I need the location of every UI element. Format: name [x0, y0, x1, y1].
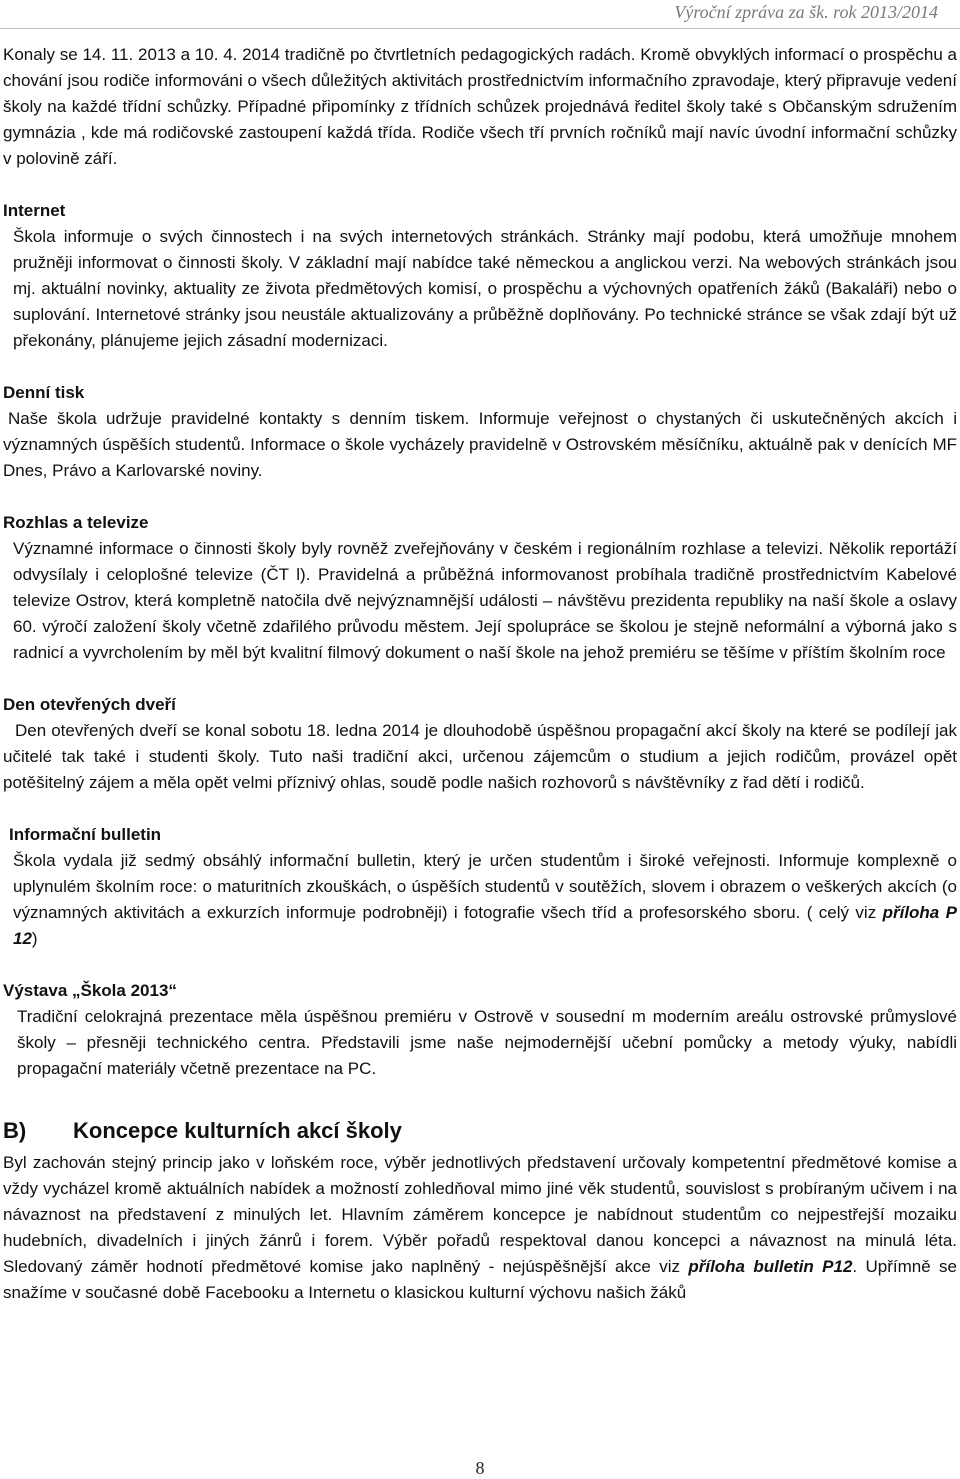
header-divider — [0, 28, 960, 29]
section-heading-open-day: Den otevřených dveří — [3, 695, 176, 714]
section-heading-press: Denní tisk — [3, 383, 85, 402]
section-text-press: Naše škola udržuje pravidelné kontakty s denním tiskem. Informuje veřejnost o chystaných či uskutečněných akcích i významných úspěších studentů. Informace o škole vycházely pravidelně v Ostrovském měsíčníku, aktuálně pak v denících MF Dnes, Právo a Karlovarské noviny. — [3, 409, 957, 480]
section-text-bulletin — [3, 848, 957, 952]
section-bulletin — [3, 822, 957, 952]
section-heading-bulletin: Informační bulletin — [9, 825, 162, 844]
page-number: 8 — [475, 1458, 485, 1478]
section-heading-exhibition: Výstava „Škola 2013“ — [3, 981, 177, 1000]
section-open-day — [3, 692, 957, 796]
section-exhibition — [3, 978, 957, 1082]
section-radio-tv — [3, 510, 957, 666]
chapter-b-heading — [3, 1116, 957, 1146]
chapter-b-letter: B) — [3, 1118, 27, 1143]
page-header-title: Výroční zpráva za šk. rok 2013/2014 — [674, 2, 938, 22]
section-text-open-day: Den otevřených dveří se konal sobotu 18. ledna 2014 je dlouhodobě úspěšnou propagační akcí školy na které se podílejí jak učitelé tak také i studenti školy. Tuto naši tradiční akci, určenou zájemcům o studium a jejich rodičům, provázel opět potěšitelný zájem a měla opět velmi příznivý ohlas, soudě podle našich rozhovorů s návštěvníky z řad dětí i rodičů. — [3, 721, 957, 792]
chapter-b-tail-text: . Upřímně se snažíme v současné době Facebooku a Internetu o klasickou kulturní výchovu našich žáků — [3, 1257, 957, 1302]
section-internet — [3, 198, 957, 354]
section-text-radio-tv: Významné informace o činnosti školy byly rovněž zveřejňovány v českém i regionálním rozhlase a televizi. Několik reportáží odvysílaly i celoplošné televize (ČT l). Pravidelná a průběžná informovanost probíhala tradičně prostřednictvím Kabelové televize Ostrov, která kompletně natočila dvě nejvýznamnější události – návštěvu prezidenta republiky na naší škole a oslavy 60. výročí založení školy včetně zdařilého průvodu městem. Její spolupráce se školou je stejně neformální a výborná jako s radnicí a vyvrcholením by měl být kvalitní filmový dokument o naší škole na jehož premiéru se těšíme v příštím školním roce — [13, 539, 957, 662]
section-text-internet: Škola informuje o svých činnostech i na svých internetových stránkách. Stránky mají podobu, která umožňuje mnohem pružněji informovat o činnosti školy. V základní mají nabídce také německou a anglickou verzi. Na webových stránkách jsou mj. aktuální novinky, aktuality ze života předmětových komisí, o prospěchu a výchovných opatřeních žáků (Bakaláři) nebo o suplování. Internetové stránky jsou neustále aktualizovány a průběžně doplňovány. Po technické stránce se však zdají být už překonány, plánujeme jejich zásadní modernizaci. — [13, 227, 957, 350]
bulletin-tail-text: ) — [31, 929, 38, 948]
chapter-b-text — [3, 1150, 957, 1306]
section-text-exhibition: Tradiční celokrajná prezentace měla úspěšnou premiéru v Ostrově v sousední m moderním areálu ostrovské průmyslové školy – přesněji technického centra. Představili jsme naše nejmodernější učební pomůcky a metody výuky, nabídli propagační materiály včetně prezentace na PC. — [17, 1007, 957, 1078]
chapter-b-attachment-ref: příloha bulletin P12 — [688, 1257, 853, 1276]
chapter-b-title: Koncepce kulturních akcí školy — [73, 1118, 402, 1143]
bulletin-body-text: Škola vydala již sedmý obsáhlý informační bulletin, který je určen studentům i široké veřejnosti. Informuje komplexně o uplynulém školním roce: o maturitních zkouškách, o úspěších studentů v soutěžích, slovem i obrazem o veškerých akcích (o významných aktivitách a exkurzích informuje podrobněji) i fotografie všech tříd a profesorského sboru. ( celý viz — [13, 851, 957, 922]
document-body — [3, 42, 957, 1306]
section-heading-radio-tv: Rozhlas a televize — [3, 513, 149, 532]
section-press — [3, 380, 957, 484]
bulletin-attachment-ref: příloha P 12 — [13, 903, 957, 948]
section-heading-internet: Internet — [3, 201, 66, 220]
intro-paragraph: Konaly se 14. 11. 2013 a 10. 4. 2014 tradičně po čtvrtletních pedagogických radách. Kromě obvyklých informací o prospěchu a chování jsou rodiče informováni o všech důležitých aktivitách prostřednictvím informačního zpravodaje, který připravuje vedení školy na každé třídní schůzky. Případné připomínky z třídních schůzek projednává ředitel školy také s Občanským sdružením gymnázia , kde má rodičovské zastoupení každá třída. Rodiče všech tří prvních ročníků mají navíc úvodní informační schůzky v polovině září. — [3, 45, 957, 168]
chapter-b-body-text: Byl zachován stejný princip jako v loňském roce, výběr jednotlivých představení určovaly kompetentní předmětové komise a vždy vycházel kromě aktuálních nabídek a možností zohledňoval mimo jiné věk studentů, souvislost s probíraným učivem i na návaznost na představení z minulých let. Hlavním záměrem koncepce je nabídnout studentům co nejpestřejší mozaiku hudebních, divadelních i jiných žánrů i forem. Výběr pořadů respektoval danou koncepci a návaznost na minulá léta. Sledovaný záměr hodnotí předmětové komise jako naplněný - nejúspěšnější akce viz — [3, 1153, 957, 1276]
